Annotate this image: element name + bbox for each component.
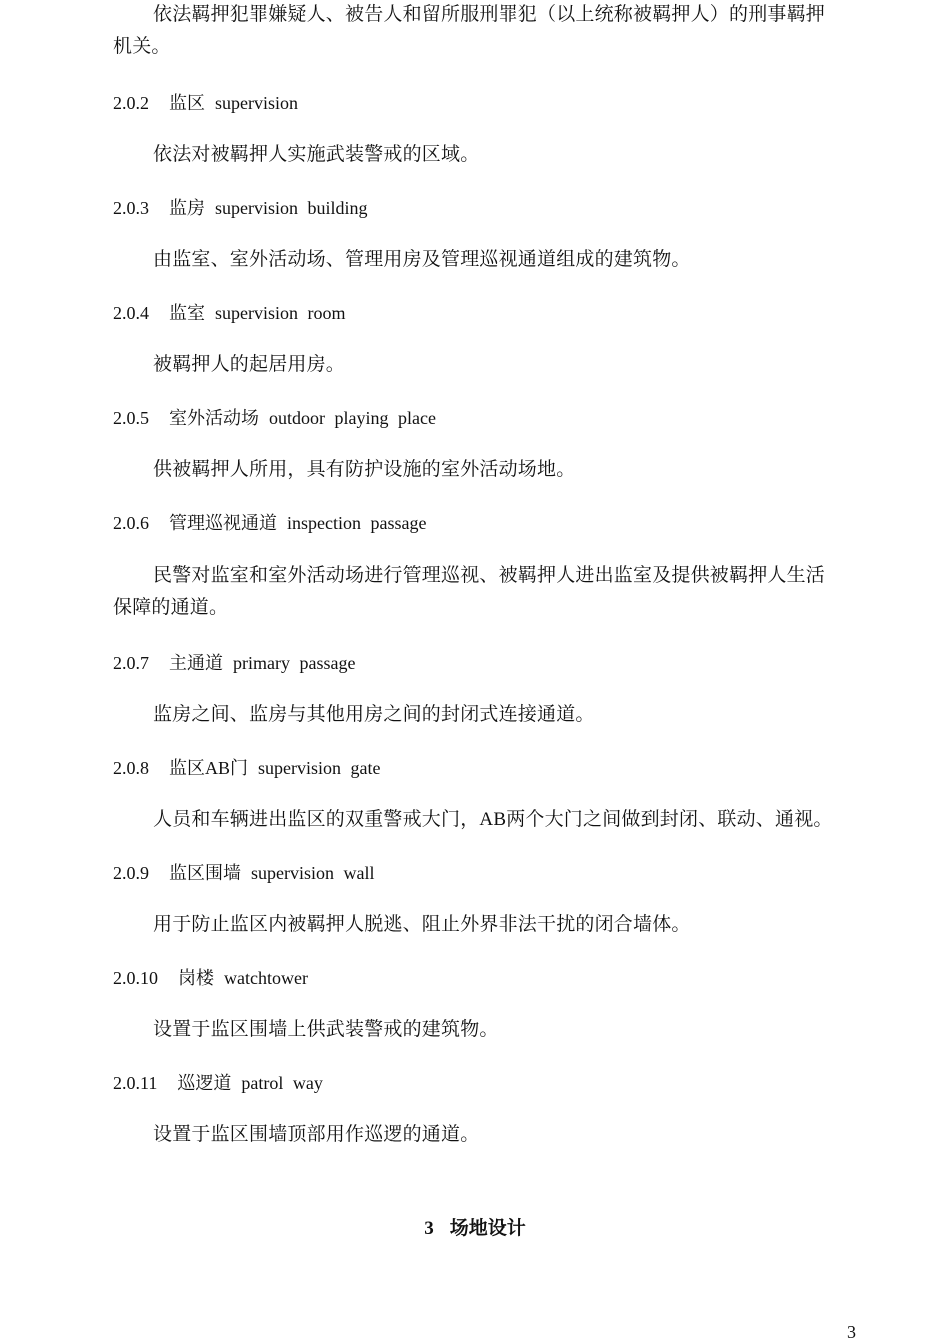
term-number: 2.0.11 xyxy=(113,1073,158,1093)
term-definition: 民警对监室和室外活动场进行管理巡视、被羁押人进出监室及提供被羁押人生活保障的通道。 xyxy=(113,565,826,618)
term-heading xyxy=(113,651,355,675)
term-number: 2.0.7 xyxy=(113,653,149,673)
term-number: 2.0.10 xyxy=(113,968,158,988)
term-definition: 依法对被羁押人实施武装警戒的区域。 xyxy=(153,144,480,165)
term-heading xyxy=(113,1071,323,1095)
term-heading xyxy=(113,301,346,325)
term-english: supervision wall xyxy=(251,863,375,883)
term-number: 2.0.4 xyxy=(113,303,149,323)
term-number: 2.0.2 xyxy=(113,93,149,113)
chapter-number: 3 xyxy=(424,1218,434,1239)
term-english: supervision gate xyxy=(258,758,381,778)
chapter-heading xyxy=(0,1217,950,1241)
term-heading xyxy=(113,756,381,780)
term-chinese: 主通道 xyxy=(169,653,223,673)
term-heading xyxy=(113,91,298,115)
term-chinese: 监房 xyxy=(169,198,205,218)
term-definition: 用于防止监区内被羁押人脱逃、阻止外界非法干扰的闭合墙体。 xyxy=(153,914,691,935)
term-chinese: 岗楼 xyxy=(178,968,214,988)
term-definition: 设置于监区围墙顶部用作巡逻的通道。 xyxy=(153,1124,480,1145)
term-definition: 监房之间、监房与其他用房之间的封闭式连接通道。 xyxy=(153,704,595,725)
term-chinese: 监室 xyxy=(169,303,205,323)
term-definition: 由监室、室外活动场、管理用房及管理巡视通道组成的建筑物。 xyxy=(153,249,691,270)
term-heading xyxy=(113,196,368,220)
term-english: supervision room xyxy=(215,303,346,323)
term-chinese: 监区 xyxy=(169,93,205,113)
term-definition: 被羁押人的起居用房。 xyxy=(153,354,346,375)
term-chinese: 室外活动场 xyxy=(169,408,259,428)
term-heading xyxy=(113,861,375,885)
term-chinese: 管理巡视通道 xyxy=(169,513,277,533)
term-english: patrol way xyxy=(241,1073,323,1093)
term-chinese: 监区围墙 xyxy=(169,863,241,883)
term-english: supervision building xyxy=(215,198,368,218)
intro-paragraph: 依法羁押犯罪嫌疑人、被告人和留所服刑罪犯（以上统称被羁押人）的刑事羁押机关。 xyxy=(113,4,826,57)
term-heading xyxy=(113,966,308,990)
term-english: primary passage xyxy=(233,653,356,673)
term-chinese: 监区AB门 xyxy=(169,758,249,778)
term-english: supervision xyxy=(215,93,298,113)
page-number: 3 xyxy=(847,1322,856,1342)
term-number: 2.0.3 xyxy=(113,198,149,218)
term-definition: 供被羁押人所用，具有防护设施的室外活动场地。 xyxy=(153,459,576,480)
term-definition: 设置于监区围墙上供武装警戒的建筑物。 xyxy=(153,1019,499,1040)
term-chinese: 巡逻道 xyxy=(177,1073,232,1093)
term-number: 2.0.8 xyxy=(113,758,149,778)
term-number: 2.0.6 xyxy=(113,513,149,533)
term-number: 2.0.9 xyxy=(113,863,149,883)
term-heading xyxy=(113,511,426,535)
chapter-title: 场地设计 xyxy=(449,1218,526,1239)
term-definition: 人员和车辆进出监区的双重警戒大门，AB两个大门之间做到封闭、联动、通视。 xyxy=(153,809,833,830)
term-english: inspection passage xyxy=(287,513,427,533)
term-number: 2.0.5 xyxy=(113,408,149,428)
term-english: outdoor playing place xyxy=(269,408,436,428)
term-english: watchtower xyxy=(224,968,308,988)
term-heading xyxy=(113,406,436,430)
